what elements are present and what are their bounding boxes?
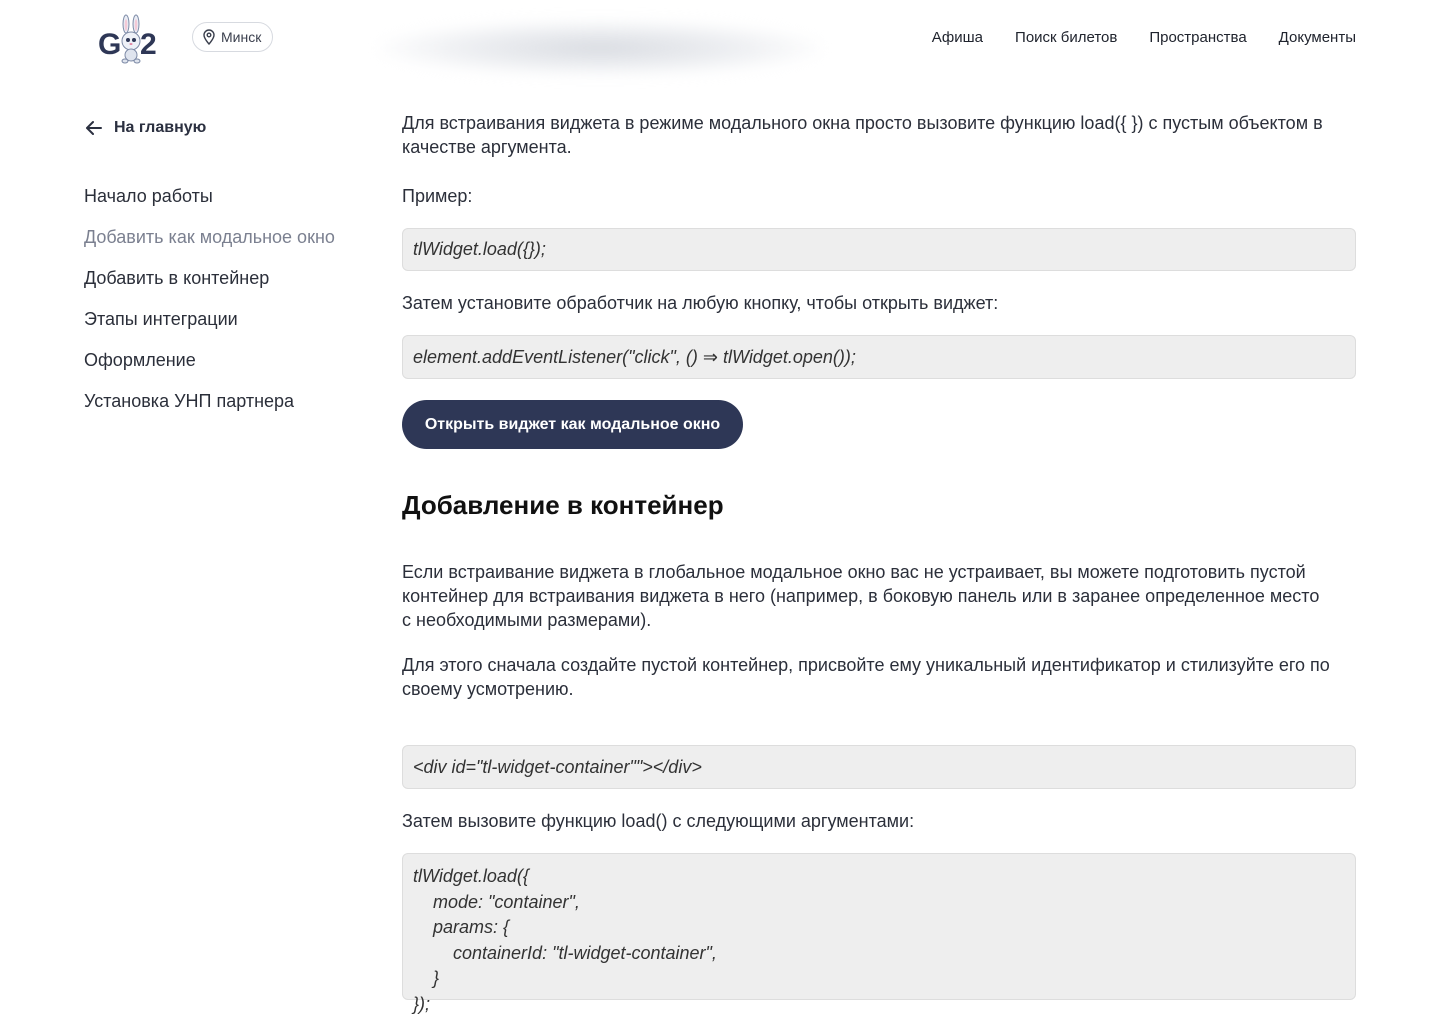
blurred-banner [380,20,820,76]
sidebar-item-integration-steps[interactable]: Этапы интеграции [84,309,238,329]
nav-item-afisha[interactable]: Афиша [931,29,984,46]
load-args-paragraph: Затем вызовите функцию load() с следующими аргументами: [402,811,915,831]
arrow-left-icon [84,118,104,138]
logo-digit-2: 2 [140,28,157,61]
handler-paragraph: Затем установите обработчик на любую кнопку, чтобы открыть виджет: [402,293,999,313]
sidebar-item-getting-started[interactable]: Начало работы [84,186,213,206]
top-nav [932,29,1356,46]
code-block-load[interactable]: tlWidget.load({}); [402,228,1356,271]
section-title-container: Добавление в контейнер [402,490,724,520]
nav-item-ticket-search[interactable]: Поиск билетов [1015,29,1118,46]
nav-item-spaces[interactable]: Пространства [1149,29,1247,46]
back-to-home-link[interactable] [84,118,206,138]
sidebar-item-add-as-modal[interactable]: Добавить как модальное окно [84,227,335,247]
example-label: Пример: [402,186,473,206]
code-block-container-load[interactable]: tlWidget.load({ mode: "container", params: { containerId: "tl-widget-container", } }); [402,853,1356,1000]
nav-item-documents[interactable]: Документы [1278,29,1356,46]
code-block-listener[interactable]: element.addEventListener("click", () ⇒ tlWidget.open()); [402,335,1356,379]
open-modal-widget-button[interactable]: Открыть виджет как модальное окно [402,400,743,449]
location-pin-icon [202,29,216,45]
container-paragraph-1: Если встраивание виджета в глобальное модальное окно вас не устраивает, вы можете подготовить пустой контейнер для встраивания виджета в него (например, в боковую панель или в заранее определенное место с необходимыми размерами). [402,562,1320,630]
sidebar-item-add-to-container[interactable]: Добавить в контейнер [84,268,270,288]
sidebar-item-partner-unp[interactable]: Установка УНП партнера [84,391,295,411]
city-label: Минск [221,29,262,45]
logo-letter-g: G [98,28,122,61]
logo[interactable] [98,14,164,64]
city-selector[interactable] [192,22,273,52]
code-block-div[interactable]: <div id="tl-widget-container""></div> [402,745,1356,789]
sidebar-item-styling[interactable]: Оформление [84,350,196,370]
sidebar-nav [84,184,335,430]
intro-paragraph: Для встраивания виджета в режиме модального окна просто вызовите функцию load({ }) с пустым объектом в качестве аргумента. [402,113,1323,157]
back-label: На главную [114,119,207,136]
container-paragraph-2: Для этого сначала создайте пустой контейнер, присвойте ему уникальный идентификатор и стилизуйте его по своему усмотрению. [402,655,1330,699]
site-header [0,0,1440,78]
